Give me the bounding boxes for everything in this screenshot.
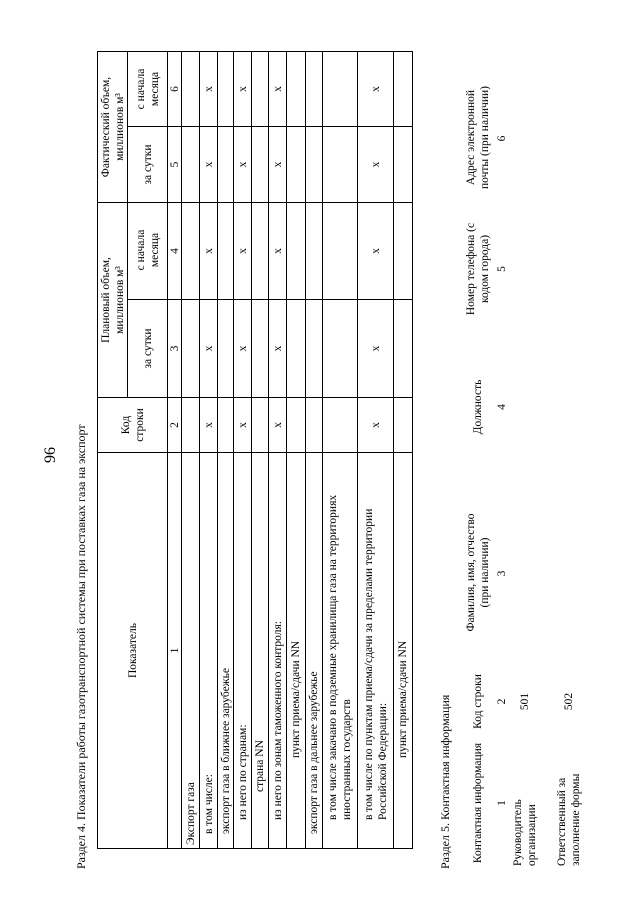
t2-header-email: Адрес электронной почты (при наличии) <box>464 86 491 189</box>
table-row-label: из него по зонам таможенного контроля: <box>271 621 284 820</box>
table-cell-c4[interactable] <box>306 203 322 299</box>
table-cell-c5[interactable] <box>323 127 357 202</box>
table-cell-code[interactable]: x <box>369 422 382 428</box>
page-number: 96 <box>42 447 59 463</box>
table-row-label: пункт приема/сдачи NN <box>397 640 409 758</box>
t2-row-resp-fio-field[interactable] <box>542 481 596 666</box>
table-cell-c4[interactable]: x <box>271 248 284 254</box>
t2-row-resp-position-field[interactable] <box>542 334 596 480</box>
table-cell-code[interactable] <box>394 398 412 452</box>
header-actual: Фактический объем, миллионов м³ <box>99 76 126 178</box>
t2-colnum-2: 2 <box>495 698 508 705</box>
table-cell-c6[interactable]: x <box>236 86 249 92</box>
table-cell-c3[interactable] <box>218 300 233 397</box>
colnum-4: 4 <box>168 248 181 254</box>
table-row-label: из него по странам: <box>236 724 249 820</box>
table-cell-c3[interactable]: x <box>369 345 382 352</box>
colnum-3: 3 <box>168 345 181 352</box>
table-row-label: страна NN <box>254 740 266 792</box>
table-cell-c4[interactable] <box>182 203 199 299</box>
header-code-line2: строки <box>133 408 146 442</box>
table-cell-c3[interactable] <box>306 300 322 397</box>
table-cell-c4[interactable]: x <box>369 248 382 254</box>
header-indicator: Показатель <box>126 622 139 679</box>
table-cell-c5[interactable] <box>306 127 322 202</box>
table-cell-code[interactable] <box>323 398 357 452</box>
t2-row-head-label: Руководитель организации <box>511 799 538 866</box>
table-cell-code[interactable]: x <box>271 422 284 428</box>
t2-row-head-fio-field[interactable] <box>508 481 541 666</box>
table-cell-c3[interactable] <box>394 300 412 397</box>
t2-row-head-position-field[interactable] <box>508 334 541 480</box>
header-planned-per-day: за сутки <box>141 328 154 369</box>
table-cell-code[interactable]: x <box>236 422 249 428</box>
t2-colnum-4: 4 <box>495 404 508 410</box>
table-cell-c6[interactable] <box>182 52 199 126</box>
table-cell-c4[interactable] <box>218 203 233 299</box>
header-planned-since-month: с начала месяца <box>134 229 161 271</box>
table-cell-c3[interactable] <box>323 300 357 397</box>
table-cell-c6[interactable]: x <box>271 86 284 92</box>
t2-colnum-3: 3 <box>495 570 508 577</box>
table-cell-c6[interactable] <box>306 52 322 126</box>
table-cell-c5[interactable] <box>182 127 199 202</box>
header-code <box>98 398 167 452</box>
table-cell-c4[interactable]: x <box>236 248 249 254</box>
t2-row-head-email-field[interactable] <box>508 73 541 204</box>
table-cell-c3[interactable] <box>287 300 305 397</box>
table-cell-c5[interactable] <box>394 127 412 202</box>
table-cell-c5[interactable] <box>287 127 305 202</box>
t2-row-resp-code: 502 <box>563 692 575 711</box>
t2-header-position: Должность <box>471 379 484 435</box>
table-cell-c5[interactable] <box>218 127 233 202</box>
table-cell-c6[interactable] <box>218 52 233 126</box>
table-row-label: экспорт газа в ближнее зарубежье <box>219 668 232 834</box>
header-code-line1: Код <box>119 415 132 435</box>
header-planned: Плановый объем, миллионов м³ <box>99 257 126 343</box>
table-cell-c6[interactable]: x <box>202 86 215 92</box>
table-cell-c5[interactable]: x <box>202 161 215 168</box>
table-row-label: в том числе: <box>202 774 215 834</box>
table-row-label: в том числе по пунктам приема/сдачи за пределами территории Российской Федерации: <box>362 508 389 820</box>
table-cell-c3[interactable] <box>252 300 268 397</box>
table-cell-code[interactable] <box>218 398 233 452</box>
table-cell-c5[interactable] <box>252 127 268 202</box>
t2-row-head-code: 501 <box>518 692 531 711</box>
table-row-label: Экспорт газа <box>184 782 197 845</box>
table-cell-code[interactable] <box>306 398 322 452</box>
colnum-6: 6 <box>168 86 181 92</box>
table-cell-c4[interactable] <box>394 203 412 299</box>
colnum-2: 2 <box>168 422 181 428</box>
table-cell-code[interactable] <box>287 398 305 452</box>
table-cell-c5[interactable]: x <box>369 161 382 168</box>
table-cell-c6[interactable] <box>287 52 305 126</box>
t2-header-phone: Номер телефона (с кодом города) <box>464 222 491 316</box>
colnum-5: 5 <box>168 161 181 168</box>
t2-colnum-5: 5 <box>495 266 508 272</box>
table-cell-c4[interactable] <box>252 203 268 299</box>
table-cell-c5[interactable]: x <box>271 161 284 168</box>
t2-colnum-1: 1 <box>495 800 508 806</box>
header-actual-since-month: с начала месяца <box>134 68 161 110</box>
section5-title: Раздел 5. Контактная информация <box>438 694 452 869</box>
t2-row-head-phone-field[interactable] <box>508 205 541 333</box>
colnum-1: 1 <box>168 647 181 654</box>
table-row-label: пункт приема/сдачи NN <box>290 640 302 758</box>
table-cell-c3[interactable]: x <box>202 345 215 352</box>
table-cell-c6[interactable]: x <box>369 86 382 92</box>
table-cell-c6[interactable] <box>252 52 268 126</box>
table-cell-c3[interactable]: x <box>236 345 249 352</box>
table-cell-c3[interactable]: x <box>271 345 284 352</box>
table-cell-code[interactable] <box>182 398 199 452</box>
header-actual-per-day: за сутки <box>141 144 154 185</box>
table-row-label: экспорт газа в дальнее зарубежье <box>308 671 320 834</box>
table-cell-c6[interactable] <box>394 52 412 126</box>
table-cell-code[interactable] <box>252 398 268 452</box>
table-cell-c6[interactable] <box>323 52 357 126</box>
table-row-label: в том числе закачано в подземные хранилища газа на территориях иностранных государств <box>327 494 353 820</box>
table-cell-c4[interactable] <box>323 203 357 299</box>
section4-title: Раздел 4. Показатели работы газотранспортной системы при поставках газа на экспорт <box>74 424 88 869</box>
t2-colnum-6: 6 <box>495 135 508 142</box>
t2-row-resp-label: Ответственный за заполнение формы <box>556 773 582 866</box>
table-cell-c4[interactable]: x <box>202 248 215 254</box>
table-cell-c5[interactable]: x <box>236 161 249 168</box>
t2-row-resp-phone-field[interactable] <box>542 205 596 333</box>
table-cell-c3[interactable] <box>182 300 199 397</box>
table-cell-code[interactable]: x <box>202 422 215 428</box>
t2-header-contact: Контактная информация <box>471 742 484 864</box>
t2-header-fio: Фамилия, имя, отчество (при наличии) <box>464 513 491 632</box>
table-cell-c4[interactable] <box>287 203 305 299</box>
t2-row-resp-email-field[interactable] <box>542 73 596 204</box>
t2-header-code: Код строки <box>471 674 484 729</box>
